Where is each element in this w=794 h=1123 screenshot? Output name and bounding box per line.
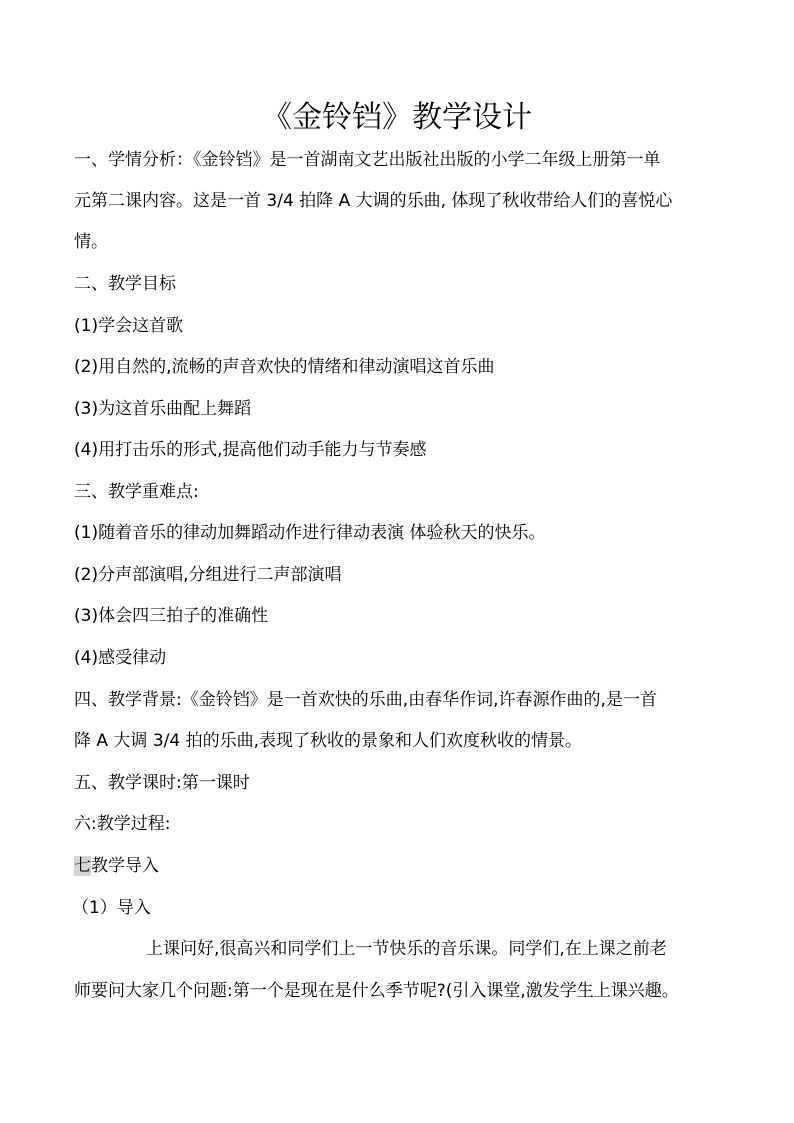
key-point-item-4: (4)感受律动 bbox=[74, 648, 167, 668]
key-point-item-1: (1)随着音乐的律动加舞蹈动作进行律动表演 体验秋天的快乐。 bbox=[74, 523, 546, 543]
lesson-time: 五、教学课时:第一课时 bbox=[74, 773, 250, 793]
analysis-line-2: 元第二课内容。这是一首 3/4 拍降 A 大调的乐曲, 体现了秋收带给人们的喜悦心 bbox=[74, 191, 673, 211]
analysis-line-3: 情。 bbox=[74, 232, 108, 252]
analysis-line-1: 一、学情分析：《金铃铛》是一首湖南文艺出版社出版的小学二年级上册第一单 bbox=[74, 150, 661, 170]
key-points-heading: 三、教学重难点: bbox=[74, 482, 199, 502]
background-line-1: 四、教学背景:《金铃铛》是一首欢快的乐曲,由春华作词,许春源作曲的,是一首 bbox=[74, 690, 657, 710]
objective-item-1: (1)学会这首歌 bbox=[74, 316, 184, 336]
objective-item-4: (4)用打击乐的形式,提高他们动手能力与节奏感 bbox=[74, 440, 427, 460]
objective-item-3: (3)为这首乐曲配上舞蹈 bbox=[74, 399, 252, 419]
key-point-item-3: (3)体会四三拍子的准确性 bbox=[74, 606, 269, 626]
objective-item-2: (2)用自然的,流畅的声音欢快的情绪和律动演唱这首乐曲 bbox=[74, 357, 495, 377]
teaching-intro-label: 教学导入 bbox=[91, 856, 159, 876]
document-title: 《金铃铛》教学设计 bbox=[262, 100, 532, 135]
intro-subheading: （1）导入 bbox=[72, 898, 151, 918]
teaching-intro-heading bbox=[74, 853, 159, 879]
intro-paragraph-line-1: 上课问好,很高兴和同学们上一节快乐的音乐课。同学们,在上课之前老 bbox=[146, 939, 667, 959]
highlighted-char: 七 bbox=[74, 856, 91, 876]
objectives-heading: 二、教学目标 bbox=[74, 274, 176, 294]
key-point-item-2: (2)分声部演唱,分组进行二声部演唱 bbox=[74, 565, 342, 585]
background-line-2: 降 A 大调 3/4 拍的乐曲,表现了秋收的景象和人们欢度秋收的情景。 bbox=[74, 731, 583, 751]
teaching-process-heading: 六:教学过程: bbox=[74, 814, 171, 834]
intro-paragraph-line-2: 师要问大家几个问题:第一个是现在是什么季节呢?(引入课堂,激发学生上课兴趣。 bbox=[74, 981, 679, 1001]
